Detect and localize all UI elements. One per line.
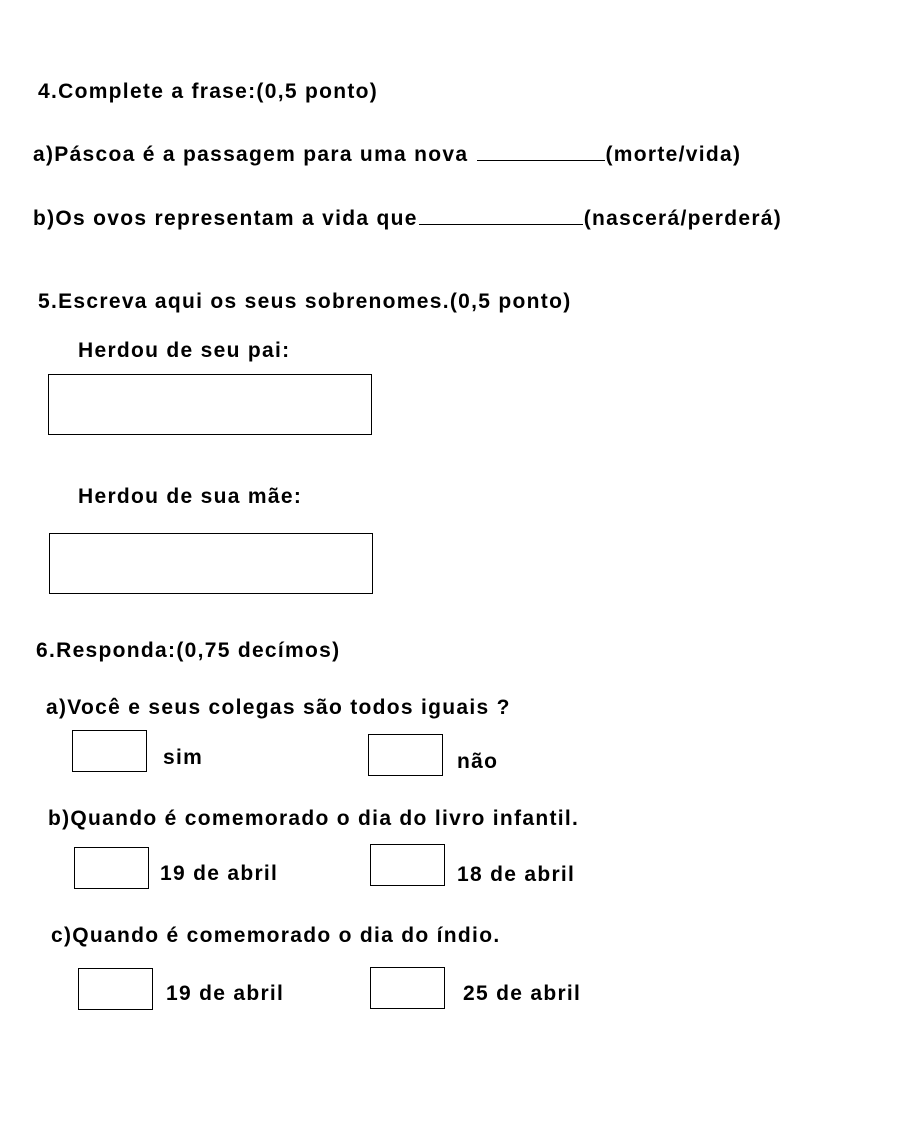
q5-mother-surname-box[interactable] bbox=[49, 533, 373, 594]
q6-b-option1-label: 19 de abril bbox=[160, 862, 279, 885]
q6-b-question: b)Quando é comemorado o dia do livro infantil. bbox=[48, 807, 580, 830]
q6-a-option1-label: sim bbox=[163, 746, 204, 769]
q5-father-label: Herdou de seu pai: bbox=[78, 339, 291, 362]
q6-b-option2-checkbox[interactable] bbox=[370, 844, 445, 886]
q6-c-option1-checkbox[interactable] bbox=[78, 968, 153, 1010]
q6-a-option2-checkbox[interactable] bbox=[368, 734, 443, 776]
q5-title: 5.Escreva aqui os seus sobrenomes.(0,5 ponto) bbox=[38, 290, 572, 313]
q4-a-options: (morte/vida) bbox=[605, 143, 742, 166]
q5-father-surname-box[interactable] bbox=[48, 374, 372, 435]
q6-b-option1-checkbox[interactable] bbox=[74, 847, 149, 889]
q4-a-text: a)Páscoa é a passagem para uma nova bbox=[33, 143, 469, 166]
q4-a-sentence bbox=[33, 144, 741, 165]
q6-c-option2-label: 25 de abril bbox=[463, 982, 582, 1005]
q4-b-blank[interactable] bbox=[419, 208, 583, 225]
q4-b-options: (nascerá/perderá) bbox=[583, 207, 783, 230]
q4-b-sentence bbox=[33, 208, 782, 229]
q4-title: 4.Complete a frase:(0,5 ponto) bbox=[38, 80, 379, 103]
q6-a-question: a)Você e seus colegas são todos iguais ? bbox=[46, 696, 511, 719]
q6-c-option1-label: 19 de abril bbox=[166, 982, 285, 1005]
q5-mother-label: Herdou de sua mãe: bbox=[78, 485, 303, 508]
q6-a-option2-label: não bbox=[457, 750, 499, 773]
q4-a-blank[interactable] bbox=[477, 144, 605, 161]
q6-c-question: c)Quando é comemorado o dia do índio. bbox=[51, 924, 501, 947]
q6-c-option2-checkbox[interactable] bbox=[370, 967, 445, 1009]
q6-a-option1-checkbox[interactable] bbox=[72, 730, 147, 772]
q6-b-option2-label: 18 de abril bbox=[457, 863, 576, 886]
q6-title: 6.Responda:(0,75 decímos) bbox=[36, 639, 341, 662]
q4-b-text: b)Os ovos representam a vida que bbox=[33, 207, 418, 230]
